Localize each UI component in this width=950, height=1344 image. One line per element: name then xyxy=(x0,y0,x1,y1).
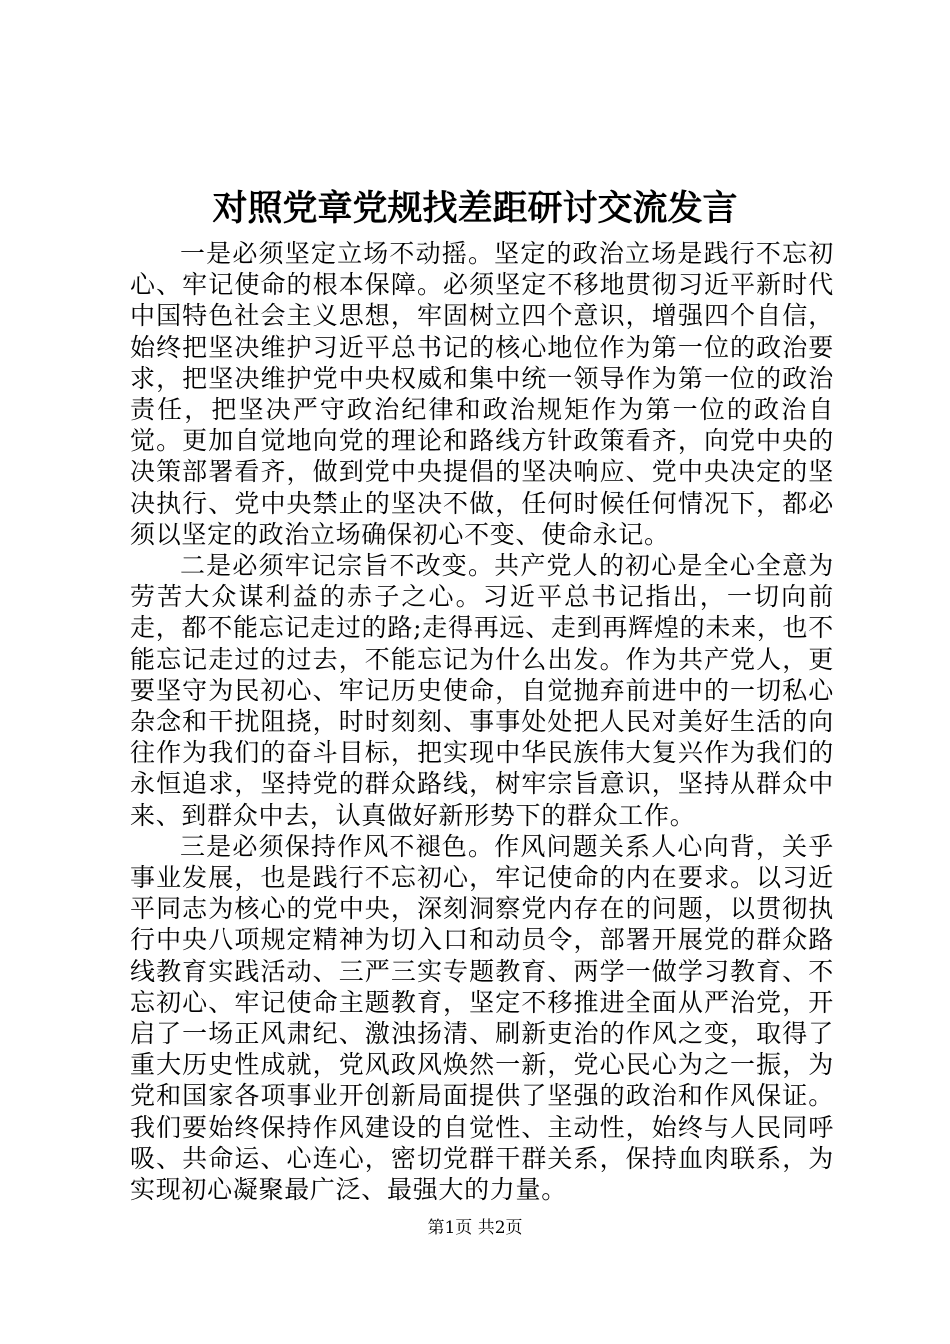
document-title: 对照党章党规找差距研讨交流发言 xyxy=(212,188,738,229)
document-body xyxy=(130,238,834,1205)
paragraph-2: 二是必须牢记宗旨不改变。共产党人的初心是全心全意为劳苦大众谋利益的赤子之心。习近平总书记指出，一切向前走，都不能忘记走过的路;走得再远、走到再辉煌的未来，也不能忘记走过的过去，不能忘记为什么出发。作为共产党人，更要坚守为民初心、牢记历史使命，自觉抛弃前进中的一切私心杂念和干扰阻挠，时时刻刻、事事处处把人民对美好生活的向往作为我们的奋斗目标，把实现中华民族伟大复兴作为我们的永恒追求，坚持党的群众路线，树牢宗旨意识，坚持从群众中来、到群众中去，认真做好新形势下的群众工作。 xyxy=(130,551,834,830)
paragraph-3: 三是必须保持作风不褪色。作风问题关系人心向背，关乎事业发展，也是践行不忘初心，牢记使命的内在要求。以习近平同志为核心的党中央，深刻洞察党内存在的问题，以贯彻执行中央八项规定精神为切入口和动员令，部署开展党的群众路线教育实践活动、三严三实专题教育、两学一做学习教育、不忘初心、牢记使命主题教育，坚定不移推进全面从严治党，开启了一场正风肃纪、激浊扬清、刷新吏治的作风之变，取得了重大历史性成就，党风政风焕然一新，党心民心为之一振，为党和国家各项事业开创新局面提供了坚强的政治和作风保证。我们要始终保持作风建设的自觉性、主动性，始终与人民同呼吸、共命运、心连心，密切党群干群关系，保持血肉联系，为实现初心凝聚最广泛、最强大的力量。 xyxy=(130,831,834,1205)
page-number-footer: 第1页 共2页 xyxy=(427,1218,523,1238)
paragraph-1: 一是必须坚定立场不动摇。坚定的政治立场是践行不忘初心、牢记使命的根本保障。必须坚定不移地贯彻习近平新时代中国特色社会主义思想，牢固树立四个意识，增强四个自信，始终把坚决维护习近平总书记的核心地位作为第一位的政治要求，把坚决维护党中央权威和集中统一领导作为第一位的政治责任，把坚决严守政治纪律和政治规矩作为第一位的政治自觉。更加自觉地向党的理论和路线方针政策看齐，向党中央的决策部署看齐，做到党中央提倡的坚决响应、党中央决定的坚决执行、党中央禁止的坚决不做，任何时候任何情况下，都必须以坚定的政治立场确保初心不变、使命永记。 xyxy=(130,239,834,549)
